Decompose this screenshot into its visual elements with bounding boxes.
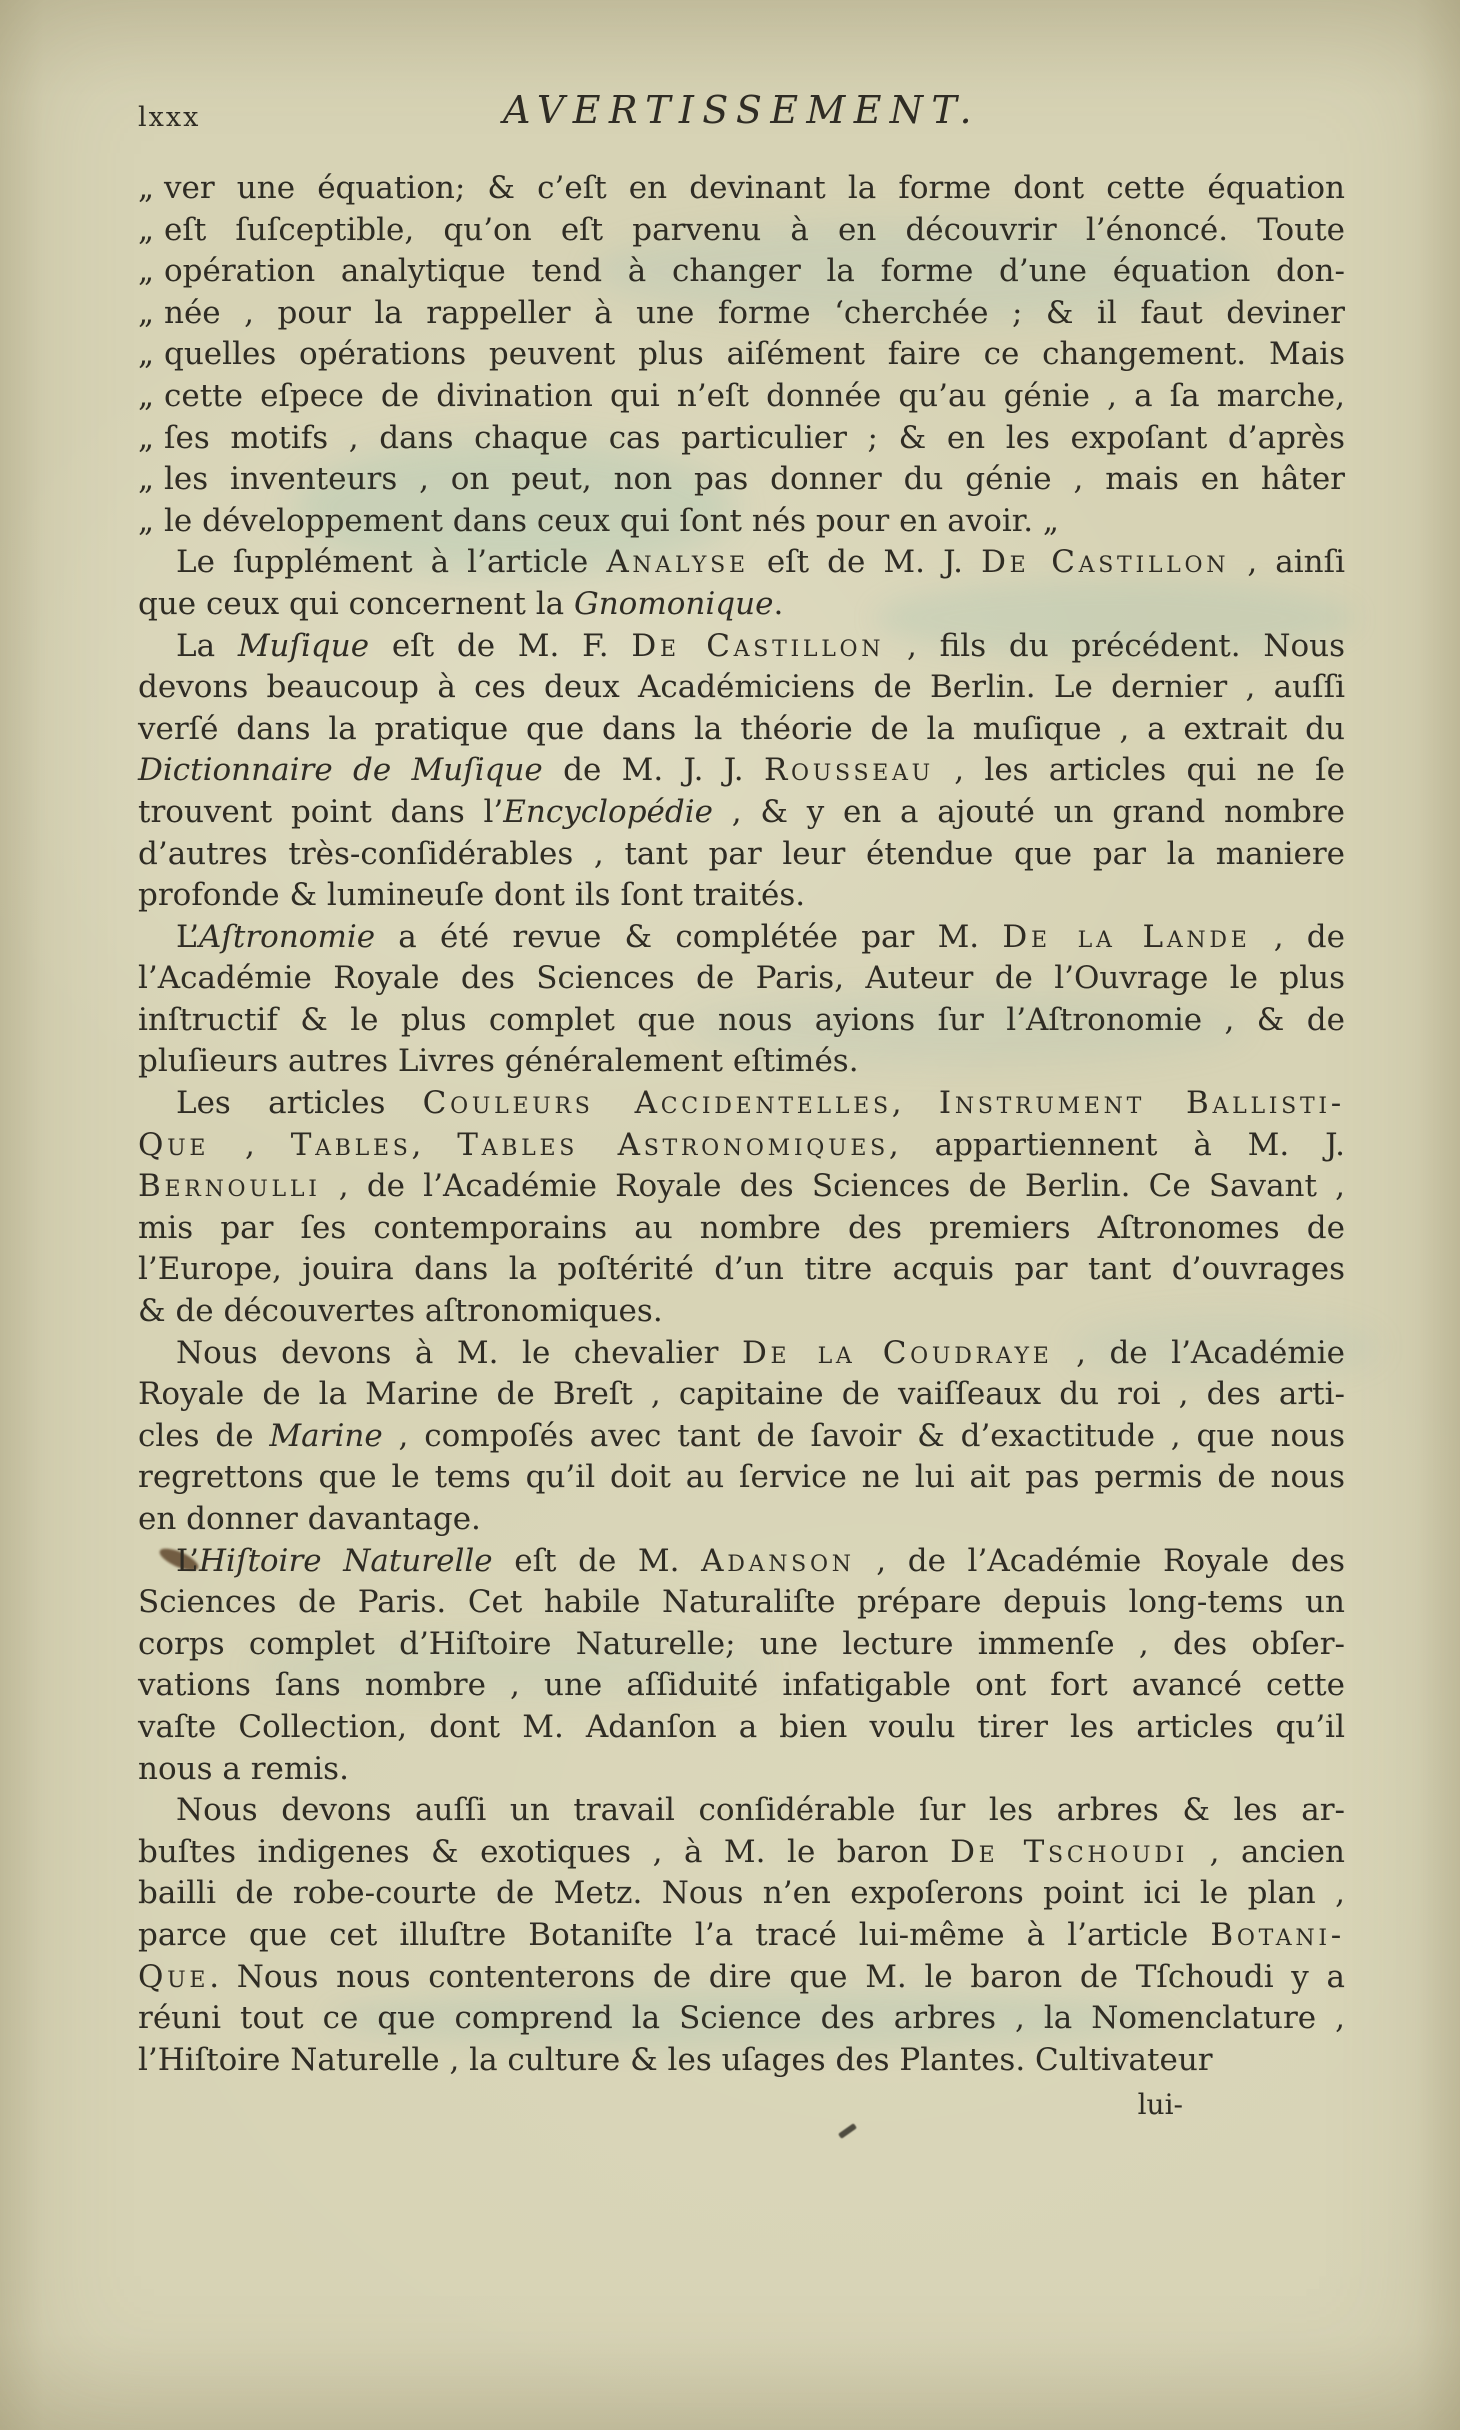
italic-text: Muſique: [237, 627, 370, 664]
text-line: L’Aſtronomie a été revue & complétée par M. De la Lande , de: [176, 918, 1345, 955]
catchword-row: [138, 2085, 1345, 2125]
small-caps-name: Tables Astronomiques: [457, 1126, 889, 1163]
text-line: „ eſt ſuſceptible, qu’on eſt parvenu à en découvrir l’énoncé. Toute: [138, 210, 1345, 252]
catchword: lui-: [1137, 2088, 1183, 2122]
page-content: [138, 88, 1345, 2125]
text-line: cles de Marine , compoſés avec tant de ſavoir & d’exactitude , que nous: [138, 1417, 1345, 1454]
italic-text: Dictionnaire de Muſique: [138, 752, 543, 789]
text-line: Les articles Couleurs Accidentelles, Instrument Ballisti-: [176, 1085, 1345, 1122]
small-caps-name: De la Coudraye: [741, 1334, 1053, 1371]
text-line: inſtructif & le plus complet que nous ayions ſur l’Aſtronomie , & de: [138, 1001, 1345, 1038]
text-line: parce que cet illuſtre Botaniſte l’a tracé lui-même à l’article Botani-: [138, 1916, 1345, 1953]
text-line: Nous devons à M. le chevalier De la Coudraye , de l’Académie: [176, 1334, 1346, 1371]
text-line: „ le développement dans ceux qui ſont nés pour en avoir. „: [138, 501, 1345, 543]
small-caps-name: Couleurs Accidentelles: [422, 1085, 892, 1122]
small-caps-name: Botani-: [1210, 1916, 1345, 1953]
text-line: devons beaucoup à ces deux Académiciens de Berlin. Le dernier , auſſi: [138, 669, 1345, 706]
text-line: vaſte Collection, dont M. Adanſon a bien voulu tirer les articles qu’il: [138, 1708, 1345, 1745]
text-line: en donner davantage.: [138, 1501, 481, 1537]
text-line: „ opération analytique tend à changer la forme d’une équation don-: [138, 251, 1345, 293]
italic-text: Aſtronomie: [199, 918, 376, 955]
text-line: Royale de la Marine de Breſt , capitaine de vaiſſeaux du roi , des arti-: [138, 1376, 1345, 1413]
italic-text: Marine: [269, 1417, 383, 1454]
quotation-mark: „: [138, 294, 155, 331]
text-line: trouvent point dans l’Encyclopédie , & y en a ajouté un grand nombre: [138, 793, 1345, 830]
italic-text: Encyclopédie: [503, 793, 713, 830]
italic-text: Hiſtoire Naturelle: [199, 1542, 493, 1579]
text-line: l’Académie Royale des Sciences de Paris, Auteur de l’Ouvrage le plus: [138, 960, 1345, 997]
text-line: nous a remis.: [138, 1750, 349, 1787]
text-line: & de découvertes aſtronomiques.: [138, 1293, 663, 1330]
text-line: bailli de robe-courte de Metz. Nous n’en expoſerons point ici le plan ,: [138, 1875, 1345, 1912]
text-line: buſtes indigenes & exotiques , à M. le baron De Tschoudi , ancien: [138, 1833, 1345, 1870]
text-line: que ceux qui concernent la Gnomonique.: [138, 585, 784, 622]
quotation-mark: „: [138, 253, 155, 290]
quotation-mark: „: [138, 419, 155, 456]
text-line: Que , Tables, Tables Astronomiques, appartiennent à M. J.: [138, 1126, 1345, 1163]
text-line: „ cette eſpece de divination qui n’eſt donnée qu’au génie , a ſa marche,: [138, 376, 1345, 418]
text-line: „ les inventeurs , on peut, non pas donner du génie , mais en hâter: [138, 459, 1345, 501]
text-line: La Muſique eſt de M. F. De Castillon , fils du précédent. Nous: [176, 627, 1345, 664]
text-line: regrettons que le tems qu’il doit au ſervice ne lui ait pas permis de nous: [138, 1459, 1345, 1496]
quotation-mark: „: [138, 461, 155, 498]
body-text: [138, 168, 1345, 2081]
text-line: Bernoulli , de l’Académie Royale des Sciences de Berlin. Ce Savant ,: [138, 1168, 1345, 1205]
text-line: Que. Nous nous contenterons de dire que M. le baron de Tſchoudi y a: [138, 1958, 1345, 1995]
text-line: „ ſes motifs , dans chaque cas particulier ; & en les expoſant d’après: [138, 418, 1345, 460]
quotation-mark: „: [138, 170, 155, 206]
small-caps-name: De Tschoudi: [950, 1833, 1189, 1870]
small-caps-name: Rousseau: [763, 752, 934, 789]
small-caps-name: Analyse: [606, 544, 749, 581]
text-line: corps complet d’Hiſtoire Naturelle; une lecture immenſe , des obſer-: [138, 1625, 1345, 1662]
small-caps-name: Que: [138, 1126, 210, 1163]
text-line: profonde & lumineuſe dont ils ſont traités.: [138, 877, 806, 914]
text-line: mis par ſes contemporains au nombre des premiers Aſtronomes de: [138, 1209, 1345, 1246]
small-caps-name: Bernoulli: [138, 1168, 321, 1205]
text-line: vations ſans nombre , une aſſiduité infatigable ont fort avancé cette: [138, 1667, 1345, 1704]
text-line: Sciences de Paris. Cet habile Naturaliſte prépare depuis long-tems un: [138, 1584, 1345, 1621]
italic-text: Gnomonique: [573, 585, 774, 622]
text-line: l’Europe, jouira dans la poſtérité d’un titre acquis par tant d’ouvrages: [138, 1251, 1345, 1288]
text-line: d’autres très-conſidérables , tant par leur étendue que par la maniere: [138, 835, 1345, 872]
text-line: verſé dans la pratique que dans la théorie de la muſique , a extrait du: [138, 710, 1345, 747]
small-caps-name: Tables: [290, 1126, 412, 1163]
small-caps-name: De Castillon: [631, 627, 885, 664]
text-line: l’Hiſtoire Naturelle , la culture & les uſages des Plantes. Cultivateur: [138, 2041, 1213, 2078]
text-line: Nous devons auſſi un travail conſidérable ſur les arbres & les ar-: [176, 1792, 1345, 1829]
small-caps-name: Instrument Ballisti-: [938, 1085, 1345, 1122]
text-line: „ ver une équation; & c’eſt en devinant la forme dont cette équation: [138, 168, 1345, 210]
quotation-mark: „: [138, 377, 155, 414]
text-line: „ née , pour la rappeller à une forme ‘cherchée ; & il faut deviner: [138, 293, 1345, 335]
quotation-mark: „: [138, 211, 155, 248]
page-number: lxxx: [138, 102, 201, 133]
small-caps-name: Adanson: [701, 1542, 855, 1579]
small-caps-name: De Castillon: [981, 544, 1230, 581]
small-caps-name: Que: [138, 1958, 210, 1995]
text-line: Le ſupplément à l’article Analyse eſt de M. J. De Castillon , ainſi: [176, 544, 1345, 581]
text-line: réuni tout ce que comprend la Science des arbres , la Nomenclature ,: [138, 2000, 1345, 2037]
text-line: L’Hiſtoire Naturelle eſt de M. Adanson , de l’Académie Royale des: [176, 1542, 1345, 1579]
ink-speck: [838, 2123, 857, 2139]
small-caps-name: De la Lande: [1002, 918, 1251, 955]
quotation-mark: „: [138, 502, 155, 539]
text-line: Dictionnaire de Muſique de M. J. J. Rousseau , les articles qui ne ſe: [138, 752, 1345, 789]
page-title: AVERTISSEMENT.: [503, 88, 980, 132]
page-header: [138, 88, 1345, 146]
text-line: pluſieurs autres Livres généralement eſtimés.: [138, 1043, 859, 1080]
text-line: „ quelles opérations peuvent plus aiſément faire ce changement. Mais: [138, 334, 1345, 376]
quotation-mark: „: [138, 336, 155, 373]
